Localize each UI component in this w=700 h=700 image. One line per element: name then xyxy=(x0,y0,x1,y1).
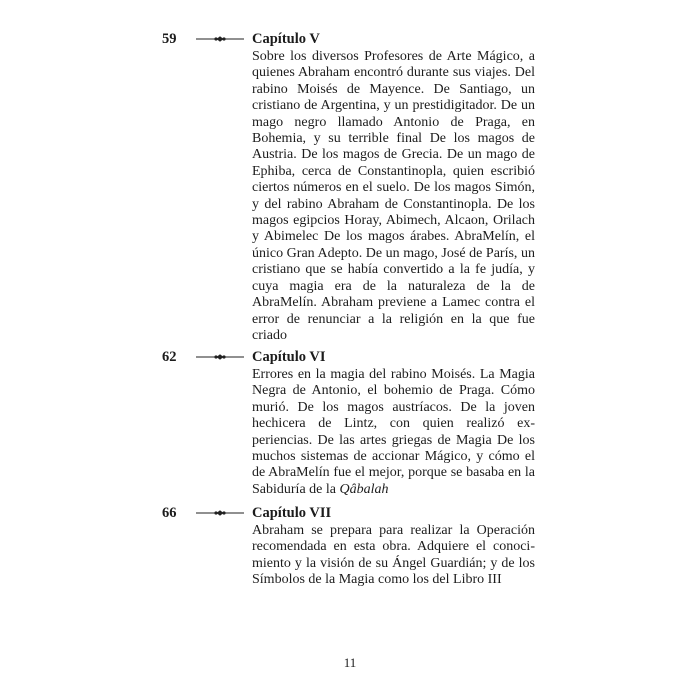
ornament-divider-icon xyxy=(196,34,244,44)
toc-page-number: 66 xyxy=(162,505,177,521)
chapter-title: Capítulo V xyxy=(252,31,320,47)
toc-chapter-block xyxy=(252,347,535,498)
chapter-summary: Abraham se prepara para realizar la Operación recomendada en esta obra. Adquiere el conocimiento y la visión de su Ángel Guardián; y de los Símbolos de la Magia como los del Libro III xyxy=(252,523,535,588)
chapter-summary-italic: Qâbalah xyxy=(339,481,389,497)
chapter-summary-text: Errores en la magia del rabino Moisés. La Magia Negra de Antonio, el bohemio de Praga. Cómo murió. De los magos austríacos. De la joven hechicera de Lintz, con quien realizó experiencias. De las artes griegas de Magia De los muchos sistemas de accionar Mágico, y cómo el de AbraMelín fue el mejor, porque se basaba en la Sabiduría de la xyxy=(252,367,535,497)
chapter-summary: Sobre los diversos Profesores de Arte Mágico, a quienes Abraham encontró durante sus viajes. Del rabino Moisés de Mayence. De Santiago, un cristiano de Argentina, y un prestidigitador. De un mago negro llamado Antonio de Praga, en Bohemia, y su terrible final De los magos de Austria. De los magos de Grecia. De un mago de Ephiba, cerca de Constantinopla, quien escribió ciertos números en el suelo. De los magos Simón, y del rabino Abraham de Constantinopla. De los magos egipcios Horay, Abimech, Alcaon, Orilach y Abimelec De los magos árabes. AbraMelín, el único Gran Adepto. De un mago, José de París, un cristiano que se había convertido a la fe judía, y cuya magia era de la naturaleza de la de AbraMelín. Abraham previene a Lamec contra el error de renunciar a la religión en la que fue criado xyxy=(252,49,535,343)
toc-page-number: 59 xyxy=(162,31,177,47)
page-number-footer: 11 xyxy=(343,655,357,670)
toc-chapter-block xyxy=(252,503,535,589)
chapter-title: Capítulo VI xyxy=(252,349,326,365)
toc-page-number: 62 xyxy=(162,349,177,365)
ornament-divider-icon xyxy=(196,352,244,362)
toc-chapter-block xyxy=(252,29,535,344)
chapter-title: Capítulo VII xyxy=(252,505,332,521)
chapter-summary xyxy=(252,367,535,498)
ornament-divider-icon xyxy=(196,508,244,518)
